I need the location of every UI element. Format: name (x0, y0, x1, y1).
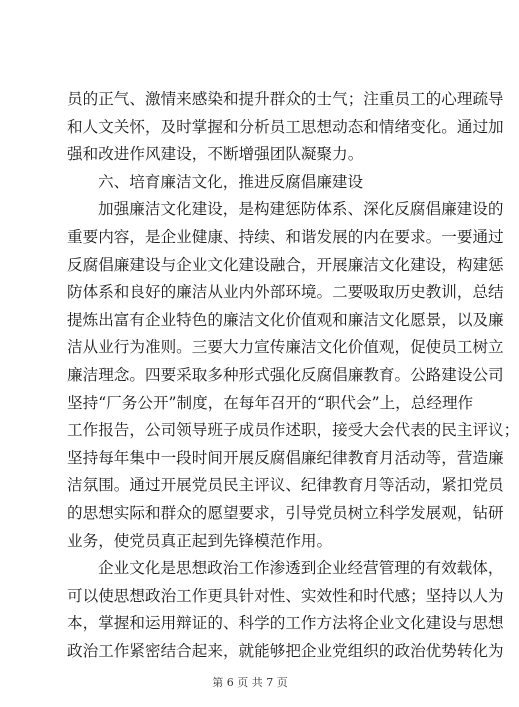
text-line: 工作报告，公司领导班子成员作述职，接受大会代表的民主评议； (67, 421, 519, 440)
text-line: 廉洁理念。四要采取多种形式强化反腐倡廉教育。公路建设公司 (67, 365, 504, 384)
section-heading (67, 169, 441, 197)
text-line: 可以使思想政治工作更具针对性、实效性和时代感；坚持以人为 (67, 586, 504, 605)
paragraph-corporate-culture (67, 555, 504, 665)
text-line: 的思想实际和群众的愿望要求，引导党员树立科学发展观，钻研 (67, 503, 504, 522)
text-line: 和人文关怀，及时掌握和分析员工思想动态和情绪变化。通过加 (67, 117, 504, 136)
text-line: 反腐倡廉建设与企业文化建设融合，开展廉洁文化建设，构建惩 (67, 255, 504, 274)
text-line: 加强廉洁文化建设，是构建惩防体系、深化反腐倡廉建设的 (98, 200, 504, 219)
text-line: 企业文化是思想政治工作渗透到企业经营管理的有效载体， (98, 559, 504, 578)
text-line: 洁从业行为准则。三要大力宣传廉洁文化价值观，促使员工树立 (67, 338, 504, 357)
text-line: 员的正气、激情来感染和提升群众的士气；注重员工的心理疏导 (67, 90, 504, 108)
text-line: 本，掌握和运用辩证的、科学的工作方法将企业文化建设与思想 (67, 614, 504, 633)
text-line: 提炼出富有企业特色的廉洁文化价值观和廉洁文化愿景，以及廉 (67, 310, 504, 329)
text-line: 坚持“厂务公开”制度，在每年召开的“职代会”上，总经理作 (67, 393, 474, 412)
text-line: 洁氛围。通过开展党员民主评议、纪律教育月等活动，紧扣党员 (67, 476, 504, 495)
text-line: 政治工作紧密结合起来，就能够把企业党组织的政治优势转化为 (67, 641, 504, 660)
page-number-footer: 第 6 页 共 7 页 (212, 676, 288, 689)
paragraph-integrity-culture (67, 196, 519, 555)
paragraph-continuation (67, 86, 504, 169)
text-line: 业务，使党员真正起到先锋模范作用。 (67, 531, 333, 550)
text-line: 重要内容，是企业健康、持续、和谐发展的内在要求。一要通过 (67, 227, 504, 246)
text-line: 强和改进作风建设，不断增强团队凝聚力。 (67, 145, 364, 164)
text-line: 坚持每年集中一段时间开展反腐倡廉纪律教育月活动等，营造廉 (67, 448, 504, 467)
text-line: 防体系和良好的廉洁从业内外部环境。二要吸取历史教训，总结 (67, 283, 504, 302)
heading-line: 六、培育廉洁文化，推进反腐倡廉建设 (98, 172, 364, 191)
